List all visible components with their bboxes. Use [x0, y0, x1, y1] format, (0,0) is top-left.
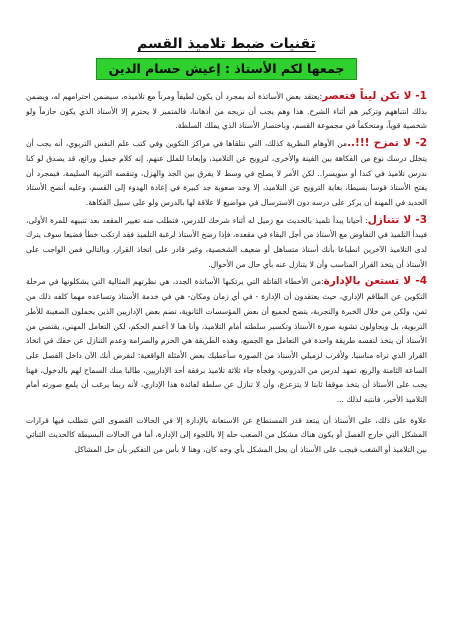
- section-3: [26, 213, 427, 273]
- section-2-text: من الأوهام النظرية كذلك، التي نتلقاها في مراكز التكوين وفي كتب علم النفس التربوي، أنه يجب أن يتخلل درسك نوع من الفكاهة بين الفينة والأخرى، لترويح عن التلاميذ، وإبعادا للملل عنهم. إنه كلام جميل ورائع، قد يصدق لو كنا ندرس تلاميذ في كندا أو سويسرا.. لكن الأمر لا يصلح في وسط لا يفرق بين الجد والهزل، وتنقصه التربية السليمة، فبمجرد أن يفتح الأستاذ قوسا بسيطا، بغاية الترويح عن التلاميذ، إلا وجد صعوبة جد كبيرة في إعادة الهدوء إلى القسم، وعليه أنصح الأستاذ الجديد في المهنة أن يركز على درسه دون الاسترسال في مواضيع لا علاقة لها بالدرس ولو على سبيل الفكاهة.: [26, 139, 427, 207]
- section-3-text: : أحيانا يبدأ تلميذ بالحديث مع زميل له أثناء شرحك للدرس، فتطلب منه تغيير المقعد بعد تنبيهه للمرة الأولى، فيبدأ التلميذ في التفاوض مع الأستاذ من أجل البقاء في مقعده، فإذا رضخ الأستاذ لرغبة التلميذ فقد ارتكب خطأ فضيعا سوف يترك لدى التلاميذ الآخرين انطباعا بأنك أستاذ متساهل أو ضعيف الشخصية، وغير قادر على اتخاذ القرار، وبالتالي فمن الواجب على الأستاذ أن يتخذ القرار المناسب وأن لا يتنازل عنه بأي حال من الأحوال.: [26, 215, 427, 269]
- section-4-text: :من الأخطاء القاتلة التي يرتكبها الأساتذة الجدد، هي نظرتهم المثالية التي يشكلونها في مرحلة التكوين عن الطاقم الإداري، حيث يعتقدون أن الإدارة - في أي زمان ومكان- هي في خدمة الأستاذ وتساعده مهما كلفه ذلك من ثمن، ولكن من خلال الخبرة والتجربة، يتضح لجميع أن بعض المؤسسات الثانوية، تضم بعض الإداريين الذين يحملون الضغينة للأطر التربوية، بل ويحاولون تشويه صورة الأستاذ وتكسير سلطته أمام التلاميذ، وأنا هنا لا أعمم الحكم، لكن التعامل المهني، يقتضي من الأستاذ أن يتخذ لنفسه طريقة واحدة في التعامل مع الجميع، وهذه الطريقة هي الحزم والصرامة وعدم التنازل عن حقك في اتخاذ القرار الذي تراه مناسبا. ولأقرب لزميلي الأستاذ من الصورة سأعطيك بعض الأمثلة الواقعية: لنفرض أنك الآن داخل الفصل على الساعة الثامنة والربع، تمهد لدرس من الدروس، وفجأة جاء ثلاثة تلاميذ برفقة أحد الإداريين، طالبا منك السماح لهم بالدخول، فهنا يجب على الأستاذ أن يتخذ موقفا ثابتا لا يتزعزع، وأن لا تنازل عن سلطة لفائدة هذا الإداري، لأنه ربما يرغب أن يلمع صورته أمام التلاميذ الأخير، فانتبه لذلك ...: [26, 277, 427, 405]
- page-title: تقنيات ضبط تلاميذ القسم: [137, 36, 316, 52]
- closing-paragraph: علاوة على ذلك، على الأستاذ أن يبتعد قدر المستطاع عن الاستعانة بالإدارة إلا في الحالات القصوى التي تتطلب فيها قرارات المشكل التي خارج الفصل أو يكون هناك مشكل من الصعب حله إلا باللجوء إلى الإدارة، أما في الحالات البسيطة كالحديث الثنائي بين التلاميذ أو الشغب فيجب على الأستاذ أن يحل المشكل بأي وجه كان، وهنا لا بأس من التفكير بأن حل المشاكل: [26, 415, 427, 455]
- author-banner: جمعها لكم الأستاذ : إعيش حسام الدين: [96, 58, 358, 80]
- section-4-heading: 4- لا تستعن بالإدارة: [323, 275, 427, 288]
- section-2-heading: 2- لا تمزح !!!..: [347, 137, 427, 150]
- subtitle-wrap: [26, 58, 427, 80]
- section-1: [26, 89, 427, 134]
- section-3-heading: 3- لا تتنازل: [367, 213, 427, 226]
- section-4: [26, 274, 427, 407]
- section-1-heading: 1- لا تكن ليناً فتعصر: [322, 90, 427, 102]
- section-2: [26, 136, 427, 211]
- section-1-text: :يعتقد بعض الأساتذة أنه بمجرد أن يكون لطيفاً ومرناً مع تلاميذه، سيضمن احترامهم له، ويضمن بذلك انتباههم وتركيز هم أثناء الشرح. هذا وهم يجب أن نزيحه من أذهاننا، فالمتميز لا يحترم إلا الأستاذ الذي يكون حازماً ولو شخصية قوياً، ومتحكماً في مجموعة القسم، وباختصار الأستاذ الذي يملك السلطة.: [26, 92, 427, 131]
